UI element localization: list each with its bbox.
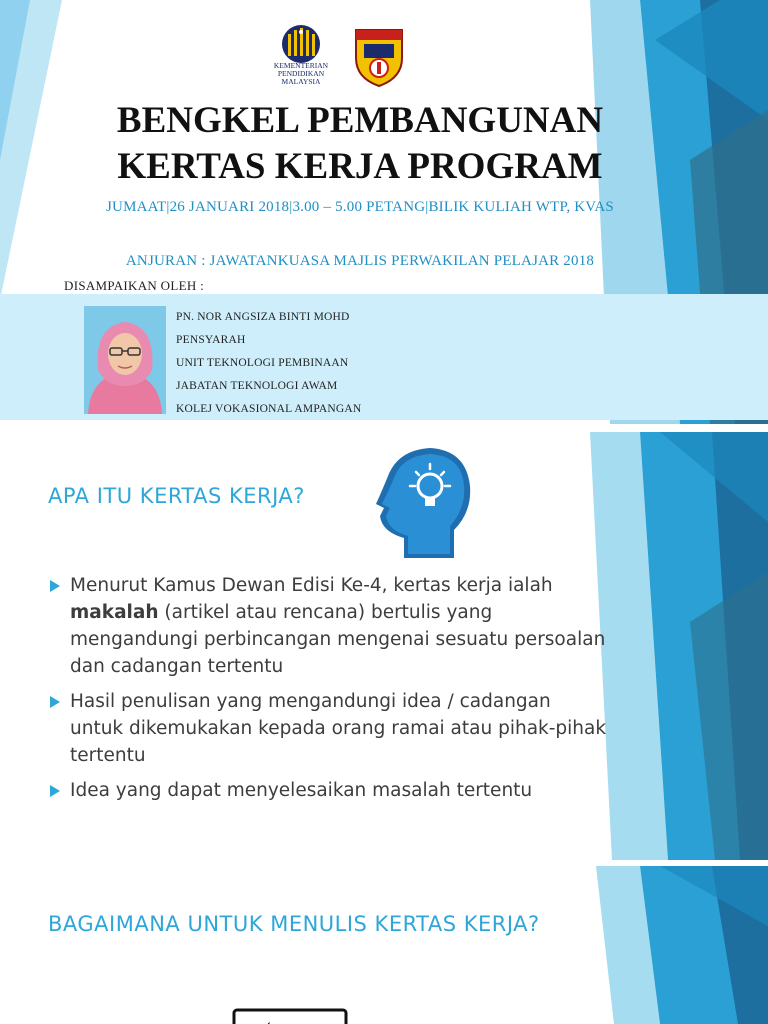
event-date-line: JUMAAT|26 JANUARI 2018|3.00 – 5.00 PETANG|BILIK KULIAH WTP, KVAS [106,199,614,215]
bullet-bold-term: makalah [70,602,159,623]
presenter-photo [84,306,166,414]
presenter-name: PN. NOR ANGSIZA BINTI MOHD [176,311,350,323]
presenter-details [176,306,361,421]
list-item [48,777,608,804]
sketch-sign-icon [232,1002,350,1024]
bullet-text: (artikel atau rencana) bertulis yang mengandungi perbincangan mengenai sesuatu persoalan dan cadangan tertentu [70,602,606,677]
slide-title [0,0,768,424]
definition-list [48,572,608,812]
bullet-arrow-icon [50,580,60,592]
presenter-department: JABATAN TEKNOLOGI AWAM [176,380,338,392]
presenter-institution: KOLEJ VOKASIONAL AMPANGAN [176,403,362,415]
head-lightbulb-icon [374,446,472,558]
presented-by-label: DISAMPAIKAN OLEH : [64,278,204,293]
title-line: KERTAS KERJA PROGRAM [117,146,603,187]
title-line: BENGKEL PEMBANGUNAN [116,100,604,141]
organizer-line: ANJURAN : JAWATANKUASA MAJLIS PERWAKILAN PELAJAR 2018 [125,253,595,269]
kpm-logo-text [258,62,344,86]
slide-how-to [0,866,768,1024]
bullet-arrow-icon [50,696,60,708]
slide-heading: BAGAIMANA UNTUK MENULIS KERTAS KERJA? [48,912,540,936]
decorative-shards-icon [0,866,768,1024]
bullet-arrow-icon [50,785,60,797]
presenter-position: PENSYARAH [176,334,246,346]
page-title [70,98,650,190]
kpm-text-line: KEMENTERIAN [273,61,329,70]
presenter-unit: UNIT TEKNOLOGI PEMBINAAN [176,357,349,369]
bullet-text: Hasil penulisan yang mengandungi idea / cadangan untuk dikemukakan kepada orang ramai atau pihak-pihak tertentu [70,691,607,766]
list-item [48,572,608,680]
kpm-text-line: MALAYSIA [281,77,321,86]
bullet-text: Menurut Kamus Dewan Edisi Ke-4, kertas kerja ialah [70,575,553,596]
slide-definition [0,432,768,860]
bullet-text: Idea yang dapat menyelesaikan masalah tertentu [70,780,533,801]
list-item [48,688,608,769]
kpm-text-line: PENDIDIKAN [277,69,325,78]
kv-crest-icon [352,24,406,88]
slide-heading: APA ITU KERTAS KERJA? [48,484,305,508]
